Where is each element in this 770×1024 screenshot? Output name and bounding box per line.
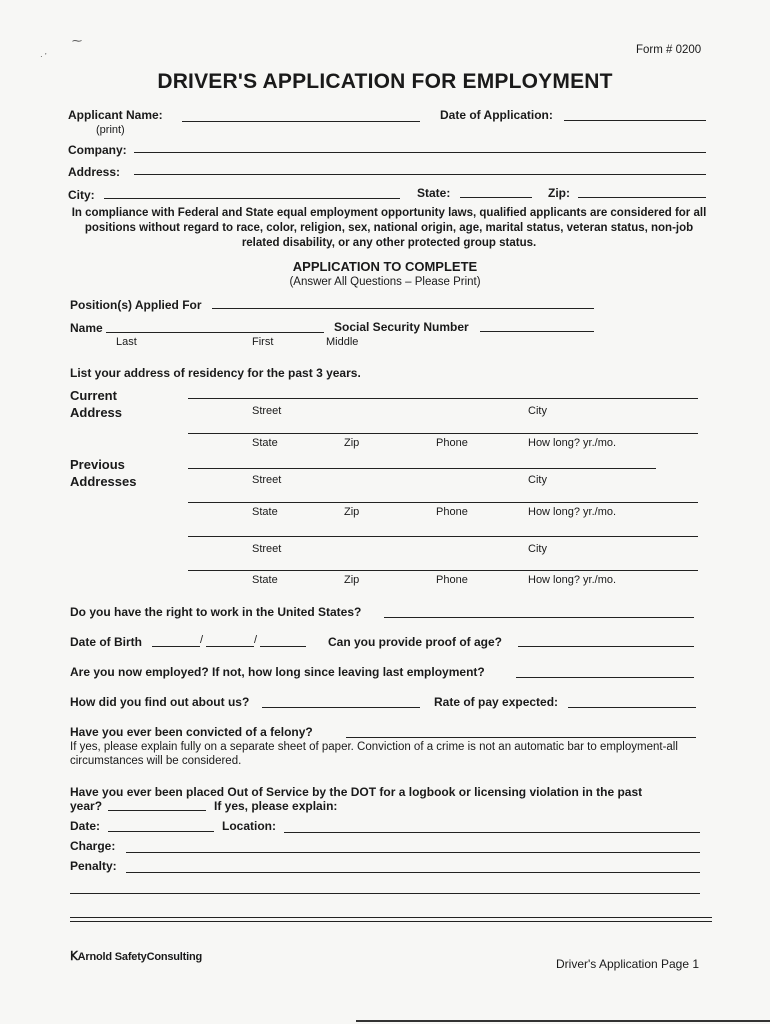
dob-month-field[interactable] bbox=[152, 646, 200, 647]
previous2-zip-hint: Zip bbox=[344, 574, 360, 586]
date-field[interactable] bbox=[108, 831, 214, 832]
page-footer-label: Driver's Application Page 1 bbox=[556, 957, 700, 971]
previous2-state-hint: State bbox=[252, 574, 278, 586]
city-label: City: bbox=[68, 188, 95, 202]
ssn-label: Social Security Number bbox=[334, 320, 469, 334]
current-state-zip-phone-field[interactable] bbox=[188, 433, 698, 434]
penalty-field[interactable] bbox=[126, 872, 700, 873]
dob-slash: / bbox=[200, 634, 204, 646]
state-field[interactable] bbox=[460, 197, 532, 198]
penalty-label: Penalty: bbox=[70, 859, 117, 873]
current-label-line2: Address bbox=[70, 405, 123, 420]
scan-edge bbox=[356, 1020, 770, 1022]
logo-text: Arnold SafetyConsulting bbox=[77, 951, 203, 963]
state-label: State: bbox=[417, 186, 451, 200]
zip-field[interactable] bbox=[578, 197, 706, 198]
oos-question-line1: Have you ever been placed Out of Service by the DOT for a logbook or licensing violation in the past bbox=[70, 785, 643, 799]
previous-label-line2: Addresses bbox=[70, 474, 137, 489]
current-how-long-hint: How long? yr./mo. bbox=[528, 437, 617, 449]
charge-field[interactable] bbox=[126, 852, 700, 853]
residency-instruction: List your address of residency for the past 3 years. bbox=[70, 366, 361, 380]
current-phone-hint: Phone bbox=[436, 437, 468, 449]
charge-label: Charge: bbox=[70, 839, 116, 853]
address-label: Address: bbox=[68, 165, 121, 179]
oos-year-field[interactable] bbox=[108, 810, 206, 811]
previous2-street-city-field[interactable] bbox=[188, 536, 698, 537]
footer-rule bbox=[70, 921, 712, 922]
previous1-zip-hint: Zip bbox=[344, 506, 360, 518]
form-number: Form # 0200 bbox=[636, 44, 702, 56]
current-label-line1: Current bbox=[70, 388, 117, 403]
current-zip-hint: Zip bbox=[344, 437, 360, 449]
previous-label-line1: Previous bbox=[70, 457, 125, 472]
find-out-label: How did you find out about us? bbox=[70, 695, 250, 709]
employed-field[interactable] bbox=[516, 677, 694, 678]
previous1-street-city-field[interactable] bbox=[188, 468, 656, 469]
felony-label: Have you ever been convicted of a felony? bbox=[70, 725, 313, 739]
page-title: DRIVER'S APPLICATION FOR EMPLOYMENT bbox=[157, 70, 613, 93]
previous2-state-zip-phone-field[interactable] bbox=[188, 570, 698, 571]
address-field[interactable] bbox=[134, 174, 706, 175]
employed-label: Are you now employed? If not, how long since leaving last employment? bbox=[70, 665, 485, 679]
previous2-city-hint: City bbox=[528, 543, 547, 555]
oos-year-label: year? bbox=[70, 799, 103, 813]
applicant-name-field[interactable] bbox=[182, 121, 420, 122]
rate-of-pay-field[interactable] bbox=[568, 707, 696, 708]
previous1-phone-hint: Phone bbox=[436, 506, 468, 518]
name-middle-hint: Middle bbox=[326, 336, 359, 348]
scan-speck: ⁓ bbox=[72, 36, 82, 47]
current-street-city-field[interactable] bbox=[188, 398, 698, 399]
zip-label: Zip: bbox=[548, 186, 570, 200]
previous1-state-zip-phone-field[interactable] bbox=[188, 502, 698, 503]
proof-of-age-label: Can you provide proof of age? bbox=[328, 635, 503, 649]
current-street-hint: Street bbox=[252, 405, 282, 417]
right-to-work-field[interactable] bbox=[384, 617, 694, 618]
previous1-street-hint: Street bbox=[252, 474, 282, 486]
proof-of-age-field[interactable] bbox=[518, 646, 694, 647]
dob-day-field[interactable] bbox=[206, 646, 254, 647]
name-last-hint: Last bbox=[116, 336, 137, 348]
previous1-city-hint: City bbox=[528, 474, 547, 486]
dob-year-field[interactable] bbox=[260, 646, 306, 647]
extra-line-field[interactable] bbox=[70, 893, 700, 894]
ssn-field[interactable] bbox=[480, 331, 594, 332]
location-field[interactable] bbox=[284, 832, 700, 833]
footer-rule bbox=[70, 917, 712, 918]
company-logo bbox=[70, 949, 202, 963]
current-address-label bbox=[70, 387, 122, 421]
company-label: Company: bbox=[68, 143, 127, 157]
name-first-hint: First bbox=[252, 336, 274, 348]
positions-label: Position(s) Applied For bbox=[70, 298, 202, 312]
current-city-hint: City bbox=[528, 405, 547, 417]
previous2-how-long-hint: How long? yr./mo. bbox=[528, 574, 617, 586]
name-field[interactable] bbox=[106, 332, 324, 333]
positions-field[interactable] bbox=[212, 308, 594, 309]
section-subtitle: (Answer All Questions – Please Print) bbox=[289, 276, 481, 288]
date-label: Date: bbox=[70, 819, 101, 833]
company-field[interactable] bbox=[134, 152, 706, 153]
felony-note: If yes, please explain fully on a separate sheet of paper. Conviction of a crime is not an automatic bar to employment-all circumstances will be considered. bbox=[70, 741, 678, 767]
previous-addresses-label bbox=[70, 456, 136, 490]
find-out-field[interactable] bbox=[262, 707, 420, 708]
previous1-state-hint: State bbox=[252, 506, 278, 518]
eeo-notice: In compliance with Federal and State equal employment opportunity laws, qualified applicants are considered for all positions without regard to race, color, religion, sex, national origin, age, marital status, veteran status, non-job related disability, or any other protected group status. bbox=[71, 207, 707, 249]
section-title: APPLICATION TO COMPLETE bbox=[292, 259, 478, 274]
logo-icon: 𝖪 bbox=[70, 949, 78, 963]
dob-slash: / bbox=[254, 634, 258, 646]
scan-speck: · ’ bbox=[40, 52, 47, 61]
felony-field[interactable] bbox=[346, 737, 696, 738]
oos-explain-label: If yes, please explain: bbox=[214, 799, 338, 813]
current-state-hint: State bbox=[252, 437, 278, 449]
applicant-name-label: Applicant Name: bbox=[68, 108, 163, 122]
city-field[interactable] bbox=[104, 198, 400, 199]
dob-label: Date of Birth bbox=[70, 635, 142, 649]
date-of-application-label: Date of Application: bbox=[440, 108, 553, 122]
previous1-how-long-hint: How long? yr./mo. bbox=[528, 506, 617, 518]
rate-of-pay-label: Rate of pay expected: bbox=[434, 695, 559, 709]
right-to-work-label: Do you have the right to work in the United States? bbox=[70, 605, 362, 619]
location-label: Location: bbox=[222, 819, 276, 833]
name-label: Name bbox=[70, 321, 103, 335]
date-of-application-field[interactable] bbox=[564, 120, 706, 121]
previous2-street-hint: Street bbox=[252, 543, 282, 555]
print-hint: (print) bbox=[96, 124, 125, 136]
previous2-phone-hint: Phone bbox=[436, 574, 468, 586]
